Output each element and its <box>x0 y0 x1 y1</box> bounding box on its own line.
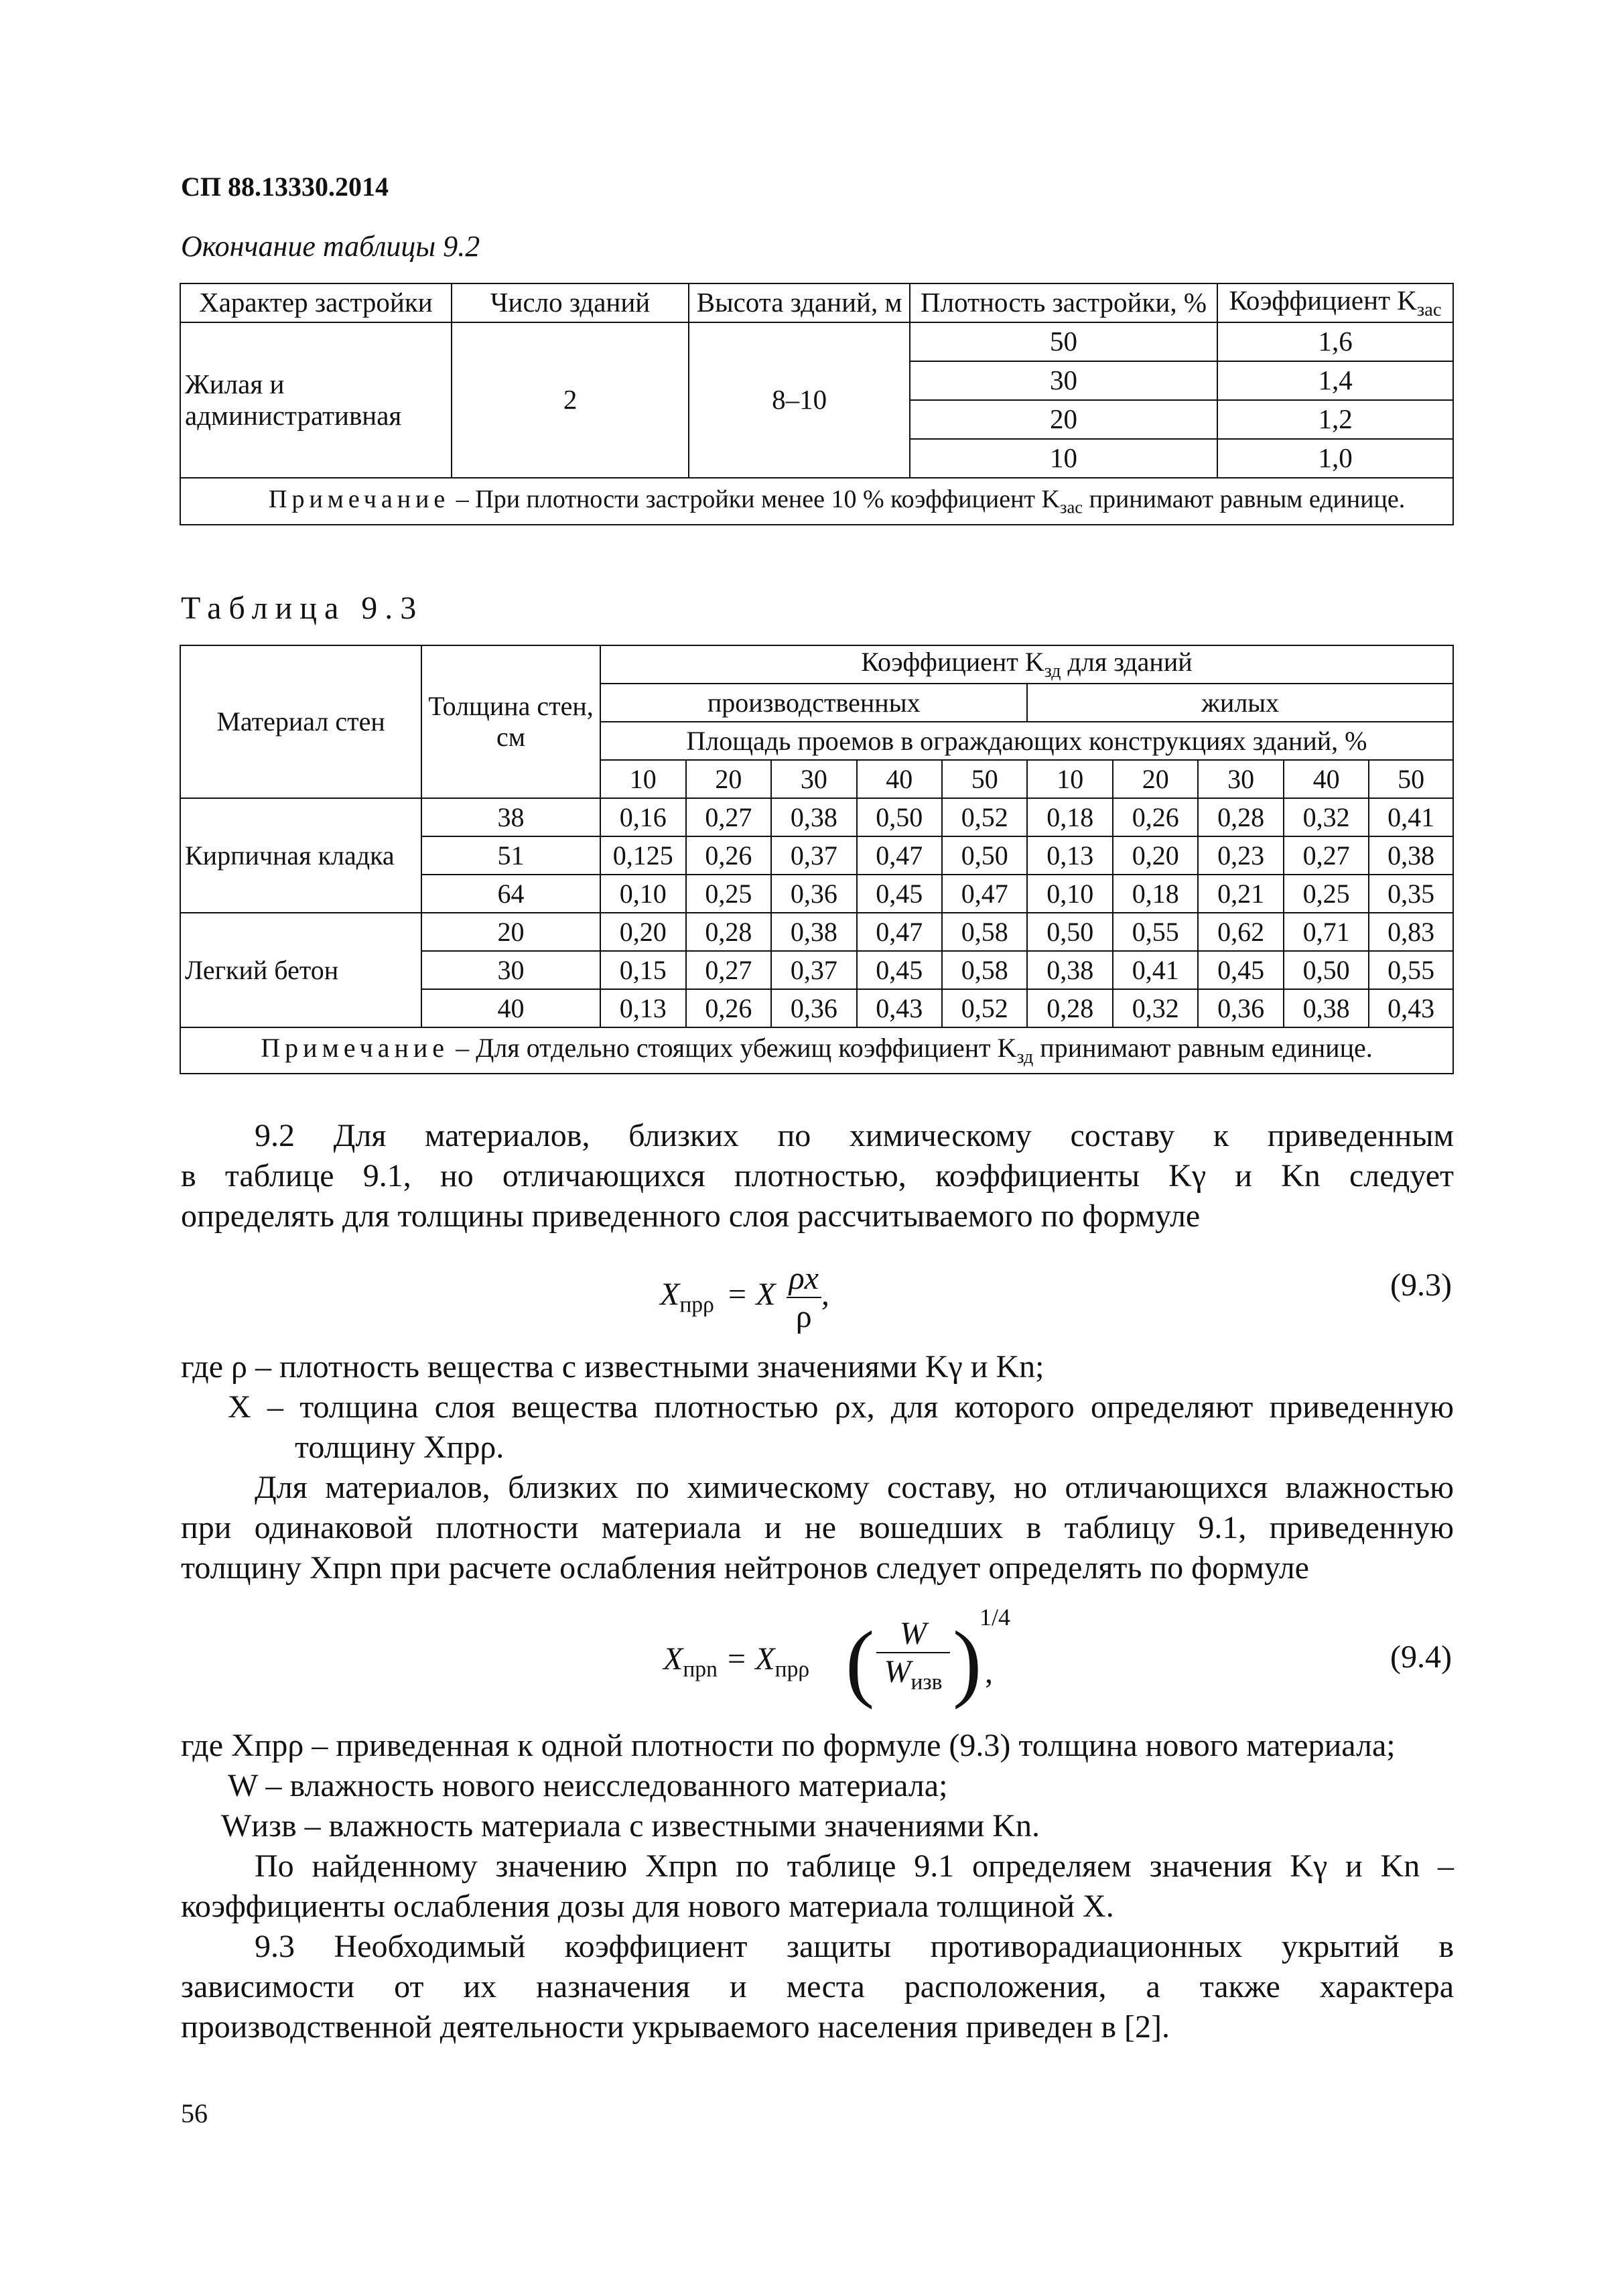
percent-header: 10 <box>600 760 686 798</box>
coefficient-cell: 0,47 <box>857 836 942 875</box>
where1-line1: где ρ – плотность вещества с известными значениями Kγ и Kn; <box>181 1349 1044 1385</box>
table-9-3 <box>180 645 1454 1074</box>
page-number: 56 <box>181 2098 208 2128</box>
coefficient-cell: 0,18 <box>1027 798 1112 836</box>
openings-header: Площадь проемов в ограждающих конструкциях зданий, % <box>600 722 1453 760</box>
coefficient-cell: 0,36 <box>771 875 856 913</box>
para-9-3-line1: 9.3 Необходимый коэффициент защиты противорадиационных укрытий в <box>255 1929 1454 1964</box>
col-header-character: Характер застройки <box>180 283 452 322</box>
coefficient-cell: 0,43 <box>857 989 942 1027</box>
coefficient-cell: 1,0 <box>1217 439 1453 478</box>
coefficient-cell: 0,27 <box>686 798 771 836</box>
col-header-height: Высота зданий, м <box>689 283 910 322</box>
coefficient-cell: 0,28 <box>1027 989 1112 1027</box>
col-header-thickness: Толщина стен, см <box>421 645 600 798</box>
building-height: 8–10 <box>689 322 910 478</box>
coefficient-cell: 0,125 <box>600 836 686 875</box>
coefficient-cell: 0,32 <box>1113 989 1198 1027</box>
coefficient-cell: 0,47 <box>942 875 1027 913</box>
formula-9-4: $X_{прn} = X_{пр\rho}$ ( W $W_{изв}$ ) 1/4 , <box>663 1604 1011 1710</box>
percent-header: 40 <box>857 760 942 798</box>
coefficient-cell: 0,27 <box>686 951 771 989</box>
percent-header: 20 <box>1113 760 1198 798</box>
para3-line2: коэффициенты ослабления дозы для нового материала толщиной X. <box>181 1889 1114 1924</box>
row-label: Жилая и административная <box>180 322 452 478</box>
document-code: СП 88.13330.2014 <box>181 172 389 202</box>
coefficient-cell: 0,83 <box>1369 913 1453 951</box>
para-9-2-line2: в таблице 9.1, но отличающихся плотностью, коэффициенты Kγ и Kn следует <box>181 1158 1454 1194</box>
para-9-3-line3: производственной деятельности укрываемого населения приведен в [2]. <box>181 2009 1170 2045</box>
coefficient-cell: 0,20 <box>600 913 686 951</box>
para3-line1: По найденному значению Xпрn по таблице 9.1 определяем значения Kγ и Kn – <box>255 1848 1454 1884</box>
coefficient-cell: 0,43 <box>1369 989 1453 1027</box>
thickness-cell: 40 <box>421 989 600 1027</box>
percent-header: 30 <box>771 760 856 798</box>
percent-header: 30 <box>1198 760 1283 798</box>
coefficient-cell: 0,58 <box>942 951 1027 989</box>
thickness-cell: 38 <box>421 798 600 836</box>
density-cell: 50 <box>910 322 1217 361</box>
thickness-cell: 64 <box>421 875 600 913</box>
coefficient-cell: 0,38 <box>1284 989 1369 1027</box>
coefficient-cell: 0,23 <box>1198 836 1283 875</box>
col-header-density: Плотность застройки, % <box>910 283 1217 322</box>
para-9-3-line2: зависимости от их назначения и места расположения, а также характера <box>181 1969 1454 2004</box>
para-9-2-line3: определять для толщины приведенного слоя рассчитываемого по формуле <box>181 1198 1201 1234</box>
coefficient-cell: 1,6 <box>1217 322 1453 361</box>
table-row <box>180 798 1453 836</box>
percent-header: 50 <box>942 760 1027 798</box>
formula-9-3: $X_{пр\rho} = X$ $\frac{\rho x}{\rho}$ , <box>660 1261 829 1334</box>
coefficient-cell: 0,41 <box>1113 951 1198 989</box>
coefficient-cell: 0,21 <box>1198 875 1283 913</box>
building-count: 2 <box>452 322 689 478</box>
formula-9-4-number: (9.4) <box>1390 1639 1452 1675</box>
sub-header-residential: жилых <box>1027 684 1453 722</box>
coefficient-cell: 0,26 <box>1113 798 1198 836</box>
table-9-2-note: Примечание – При плотности застройки менее 10 % коэффициент $K_{зас}$ принимают равным единице. <box>180 478 1453 525</box>
coefficient-cell: 0,27 <box>1284 836 1369 875</box>
coefficient-cell: 0,26 <box>686 836 771 875</box>
coefficient-cell: 0,16 <box>600 798 686 836</box>
material-cell: Кирпичная кладка <box>180 798 421 913</box>
coefficient-cell: 0,36 <box>1198 989 1283 1027</box>
para2-line2: при одинаковой плотности материала и не вошедших в таблицу 9.1, приведенную <box>181 1510 1454 1545</box>
coefficient-cell: 0,50 <box>1284 951 1369 989</box>
coefficient-cell: 0,45 <box>857 951 942 989</box>
coefficient-cell: 1,4 <box>1217 361 1453 400</box>
coefficient-cell: 0,32 <box>1284 798 1369 836</box>
coefficient-cell: 0,20 <box>1113 836 1198 875</box>
coefficient-cell: 0,45 <box>857 875 942 913</box>
coefficient-cell: 1,2 <box>1217 400 1453 439</box>
para-9-2-line1: 9.2 Для материалов, близких по химическому составу к приведенным <box>255 1118 1454 1153</box>
where2-line2: W – влажность нового неисследованного материала; <box>228 1768 948 1803</box>
thickness-cell: 20 <box>421 913 600 951</box>
coefficient-cell: 0,28 <box>1198 798 1283 836</box>
coefficient-cell: 0,18 <box>1113 875 1198 913</box>
coefficient-cell: 0,38 <box>771 913 856 951</box>
coefficient-cell: 0,13 <box>1027 836 1112 875</box>
where1-line3: толщину Xпрρ. <box>295 1429 504 1465</box>
coefficient-cell: 0,36 <box>771 989 856 1027</box>
coefficient-cell: 0,50 <box>942 836 1027 875</box>
coefficient-cell: 0,25 <box>686 875 771 913</box>
thickness-cell: 30 <box>421 951 600 989</box>
coefficient-cell: 0,52 <box>942 798 1027 836</box>
percent-header: 50 <box>1369 760 1453 798</box>
coefficient-cell: 0,58 <box>942 913 1027 951</box>
table-9-3-caption: Таблица 9.3 <box>181 590 424 626</box>
material-cell: Легкий бетон <box>180 913 421 1027</box>
coefficient-cell: 0,50 <box>1027 913 1112 951</box>
coefficient-cell: 0,45 <box>1198 951 1283 989</box>
coefficient-cell: 0,41 <box>1369 798 1453 836</box>
percent-header: 40 <box>1284 760 1369 798</box>
sub-header-industrial: производственных <box>600 684 1028 722</box>
col-header-count: Число зданий <box>452 283 689 322</box>
where2-line3: Wизв – влажность материала с известными значениями Kn. <box>221 1808 1040 1844</box>
where1-line2: X – толщина слоя вещества плотностью ρx, для которого определяют приведенную <box>228 1389 1454 1425</box>
coefficient-cell: 0,10 <box>600 875 686 913</box>
coefficient-cell: 0,35 <box>1369 875 1453 913</box>
table-9-2-caption: Окончание таблицы 9.2 <box>181 230 480 263</box>
group-header: Коэффициент $K_{зд}$ для зданий <box>600 645 1453 684</box>
coefficient-cell: 0,38 <box>1027 951 1112 989</box>
table-9-2 <box>180 283 1454 525</box>
thickness-cell: 51 <box>421 836 600 875</box>
coefficient-cell: 0,38 <box>771 798 856 836</box>
coefficient-cell: 0,25 <box>1284 875 1369 913</box>
percent-header: 20 <box>686 760 771 798</box>
col-header-material: Материал стен <box>180 645 421 798</box>
table-9-3-note: Примечание – Для отдельно стоящих убежищ коэффициент $K_{зд}$ принимают равным единице. <box>180 1027 1453 1074</box>
para2-line3: толщину Xпрn при расчете ослабления нейтронов следует определять по формуле <box>181 1550 1309 1586</box>
coefficient-cell: 0,26 <box>686 989 771 1027</box>
coefficient-cell: 0,13 <box>600 989 686 1027</box>
col-header-coefficient: Коэффициент $K_{зас}$ <box>1217 283 1453 322</box>
coefficient-cell: 0,55 <box>1369 951 1453 989</box>
coefficient-cell: 0,52 <box>942 989 1027 1027</box>
density-cell: 10 <box>910 439 1217 478</box>
coefficient-cell: 0,28 <box>686 913 771 951</box>
coefficient-cell: 0,62 <box>1198 913 1283 951</box>
para2-line1: Для материалов, близких по химическому составу, но отличающихся влажностью <box>255 1470 1454 1505</box>
where2-line1: где Xпрρ – приведенная к одной плотности по формуле (9.3) толщина нового материала; <box>181 1728 1396 1763</box>
coefficient-cell: 0,37 <box>771 951 856 989</box>
density-cell: 30 <box>910 361 1217 400</box>
coefficient-cell: 0,55 <box>1113 913 1198 951</box>
percent-header: 10 <box>1027 760 1112 798</box>
coefficient-cell: 0,10 <box>1027 875 1112 913</box>
coefficient-cell: 0,50 <box>857 798 942 836</box>
coefficient-cell: 0,15 <box>600 951 686 989</box>
density-cell: 20 <box>910 400 1217 439</box>
coefficient-cell: 0,38 <box>1369 836 1453 875</box>
coefficient-cell: 0,37 <box>771 836 856 875</box>
coefficient-cell: 0,47 <box>857 913 942 951</box>
formula-9-3-number: (9.3) <box>1390 1267 1452 1303</box>
coefficient-cell: 0,71 <box>1284 913 1369 951</box>
table-row <box>180 913 1453 951</box>
